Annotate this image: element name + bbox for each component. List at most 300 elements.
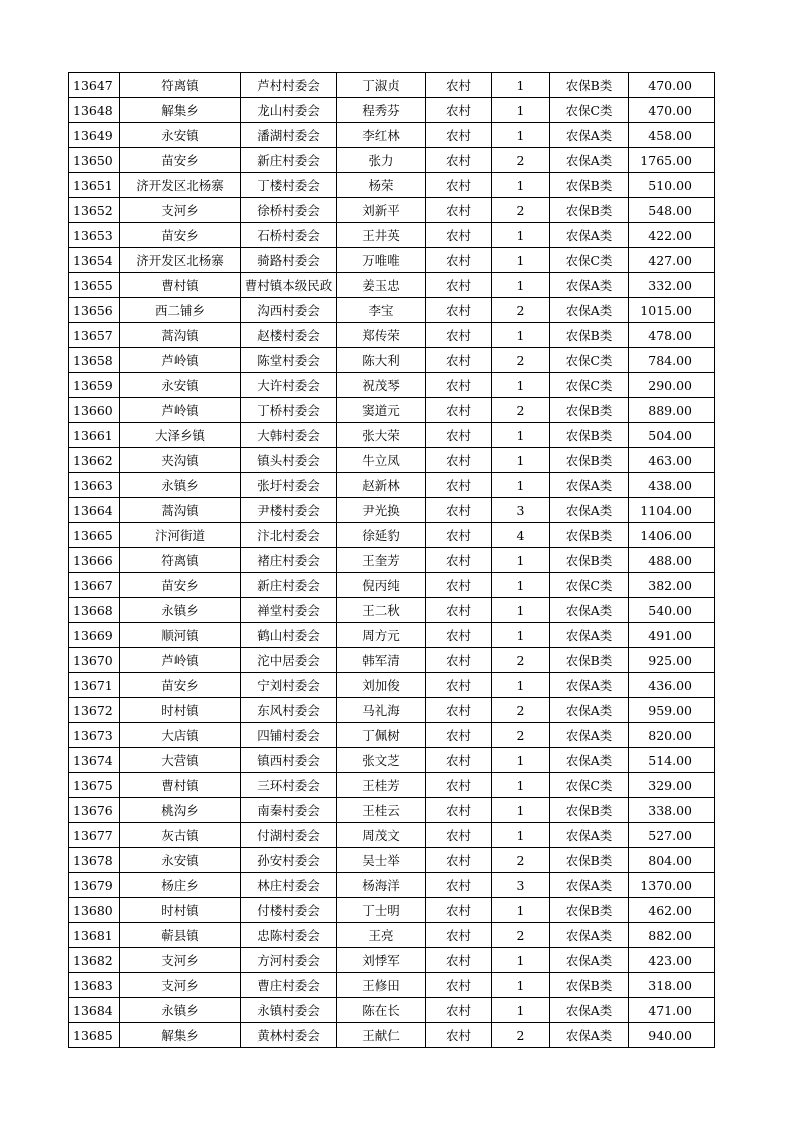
record-id-cell: 13652 xyxy=(69,198,120,223)
record-id-cell: 13651 xyxy=(69,173,120,198)
records-table-body xyxy=(69,73,715,1048)
record-id-cell: 13681 xyxy=(69,923,120,948)
town-cell: 解集乡 xyxy=(120,1023,241,1048)
household-count-cell: 1 xyxy=(492,573,550,598)
record-id-cell: 13673 xyxy=(69,723,120,748)
household-count-cell: 1 xyxy=(492,73,550,98)
village-committee-cell: 禅堂村委会 xyxy=(241,598,337,623)
amount-cell: 548.00 xyxy=(629,198,715,223)
amount-cell: 1406.00 xyxy=(629,523,715,548)
area-type-cell: 农村 xyxy=(426,748,492,773)
area-type-cell: 农村 xyxy=(426,323,492,348)
insurance-category-cell: 农保A类 xyxy=(550,948,629,973)
person-name-cell: 姜玉忠 xyxy=(337,273,426,298)
household-count-cell: 1 xyxy=(492,273,550,298)
town-cell: 大营镇 xyxy=(120,748,241,773)
town-cell: 永安镇 xyxy=(120,848,241,873)
amount-cell: 470.00 xyxy=(629,98,715,123)
area-type-cell: 农村 xyxy=(426,423,492,448)
household-count-cell: 2 xyxy=(492,348,550,373)
person-name-cell: 周方元 xyxy=(337,623,426,648)
household-count-cell: 3 xyxy=(492,873,550,898)
record-id-cell: 13657 xyxy=(69,323,120,348)
record-id-cell: 13663 xyxy=(69,473,120,498)
village-committee-cell: 徐桥村委会 xyxy=(241,198,337,223)
person-name-cell: 赵新林 xyxy=(337,473,426,498)
village-committee-cell: 新庄村委会 xyxy=(241,148,337,173)
record-id-cell: 13669 xyxy=(69,623,120,648)
person-name-cell: 牛立凤 xyxy=(337,448,426,473)
amount-cell: 804.00 xyxy=(629,848,715,873)
record-id-cell: 13650 xyxy=(69,148,120,173)
record-id-cell: 13647 xyxy=(69,73,120,98)
town-cell: 苗安乡 xyxy=(120,573,241,598)
table-row xyxy=(69,273,715,298)
person-name-cell: 刘新平 xyxy=(337,198,426,223)
town-cell: 顺河镇 xyxy=(120,623,241,648)
table-row xyxy=(69,423,715,448)
amount-cell: 820.00 xyxy=(629,723,715,748)
amount-cell: 510.00 xyxy=(629,173,715,198)
amount-cell: 290.00 xyxy=(629,373,715,398)
table-row xyxy=(69,773,715,798)
person-name-cell: 吴士举 xyxy=(337,848,426,873)
table-row xyxy=(69,848,715,873)
table-row xyxy=(69,398,715,423)
village-committee-cell: 南秦村委会 xyxy=(241,798,337,823)
record-id-cell: 13649 xyxy=(69,123,120,148)
village-committee-cell: 芦村村委会 xyxy=(241,73,337,98)
insurance-category-cell: 农保B类 xyxy=(550,398,629,423)
record-id-cell: 13658 xyxy=(69,348,120,373)
table-row xyxy=(69,348,715,373)
insurance-category-cell: 农保B类 xyxy=(550,423,629,448)
area-type-cell: 农村 xyxy=(426,398,492,423)
person-name-cell: 王井英 xyxy=(337,223,426,248)
person-name-cell: 张力 xyxy=(337,148,426,173)
insurance-category-cell: 农保A类 xyxy=(550,748,629,773)
household-count-cell: 2 xyxy=(492,1023,550,1048)
town-cell: 芦岭镇 xyxy=(120,348,241,373)
record-id-cell: 13677 xyxy=(69,823,120,848)
insurance-category-cell: 农保A类 xyxy=(550,123,629,148)
town-cell: 时村镇 xyxy=(120,698,241,723)
table-row xyxy=(69,923,715,948)
table-row xyxy=(69,473,715,498)
table-row xyxy=(69,73,715,98)
insurance-category-cell: 农保A类 xyxy=(550,273,629,298)
amount-cell: 338.00 xyxy=(629,798,715,823)
area-type-cell: 农村 xyxy=(426,98,492,123)
area-type-cell: 农村 xyxy=(426,448,492,473)
amount-cell: 488.00 xyxy=(629,548,715,573)
amount-cell: 438.00 xyxy=(629,473,715,498)
amount-cell: 889.00 xyxy=(629,398,715,423)
amount-cell: 318.00 xyxy=(629,973,715,998)
area-type-cell: 农村 xyxy=(426,548,492,573)
household-count-cell: 1 xyxy=(492,998,550,1023)
area-type-cell: 农村 xyxy=(426,273,492,298)
town-cell: 蕲县镇 xyxy=(120,923,241,948)
village-committee-cell: 龙山村委会 xyxy=(241,98,337,123)
area-type-cell: 农村 xyxy=(426,373,492,398)
area-type-cell: 农村 xyxy=(426,348,492,373)
area-type-cell: 农村 xyxy=(426,698,492,723)
table-row xyxy=(69,123,715,148)
table-row xyxy=(69,548,715,573)
household-count-cell: 1 xyxy=(492,548,550,573)
amount-cell: 527.00 xyxy=(629,823,715,848)
insurance-category-cell: 农保B类 xyxy=(550,523,629,548)
household-count-cell: 1 xyxy=(492,798,550,823)
household-count-cell: 1 xyxy=(492,748,550,773)
town-cell: 苗安乡 xyxy=(120,673,241,698)
amount-cell: 332.00 xyxy=(629,273,715,298)
town-cell: 支河乡 xyxy=(120,948,241,973)
person-name-cell: 王亮 xyxy=(337,923,426,948)
area-type-cell: 农村 xyxy=(426,773,492,798)
insurance-category-cell: 农保A类 xyxy=(550,723,629,748)
area-type-cell: 农村 xyxy=(426,623,492,648)
insurance-category-cell: 农保C类 xyxy=(550,248,629,273)
insurance-category-cell: 农保A类 xyxy=(550,873,629,898)
household-count-cell: 1 xyxy=(492,973,550,998)
table-row xyxy=(69,373,715,398)
table-row xyxy=(69,523,715,548)
person-name-cell: 韩军清 xyxy=(337,648,426,673)
household-count-cell: 1 xyxy=(492,598,550,623)
village-committee-cell: 三环村委会 xyxy=(241,773,337,798)
amount-cell: 329.00 xyxy=(629,773,715,798)
record-id-cell: 13648 xyxy=(69,98,120,123)
town-cell: 大店镇 xyxy=(120,723,241,748)
household-count-cell: 1 xyxy=(492,623,550,648)
insurance-category-cell: 农保A类 xyxy=(550,1023,629,1048)
record-id-cell: 13684 xyxy=(69,998,120,1023)
household-count-cell: 1 xyxy=(492,248,550,273)
village-committee-cell: 东风村委会 xyxy=(241,698,337,723)
record-id-cell: 13674 xyxy=(69,748,120,773)
area-type-cell: 农村 xyxy=(426,923,492,948)
village-committee-cell: 孙安村委会 xyxy=(241,848,337,873)
village-committee-cell: 镇西村委会 xyxy=(241,748,337,773)
insurance-category-cell: 农保B类 xyxy=(550,798,629,823)
area-type-cell: 农村 xyxy=(426,123,492,148)
table-row xyxy=(69,698,715,723)
area-type-cell: 农村 xyxy=(426,598,492,623)
household-count-cell: 2 xyxy=(492,848,550,873)
table-row xyxy=(69,248,715,273)
household-count-cell: 1 xyxy=(492,473,550,498)
insurance-category-cell: 农保A类 xyxy=(550,148,629,173)
record-id-cell: 13656 xyxy=(69,298,120,323)
person-name-cell: 王桂芳 xyxy=(337,773,426,798)
insurance-category-cell: 农保B类 xyxy=(550,973,629,998)
town-cell: 桃沟乡 xyxy=(120,798,241,823)
town-cell: 芦岭镇 xyxy=(120,648,241,673)
amount-cell: 491.00 xyxy=(629,623,715,648)
area-type-cell: 农村 xyxy=(426,173,492,198)
town-cell: 西二铺乡 xyxy=(120,298,241,323)
area-type-cell: 农村 xyxy=(426,673,492,698)
household-count-cell: 1 xyxy=(492,173,550,198)
village-committee-cell: 林庄村委会 xyxy=(241,873,337,898)
insurance-category-cell: 农保A类 xyxy=(550,473,629,498)
town-cell: 符离镇 xyxy=(120,548,241,573)
village-committee-cell: 曹庄村委会 xyxy=(241,973,337,998)
table-row xyxy=(69,823,715,848)
area-type-cell: 农村 xyxy=(426,723,492,748)
insurance-category-cell: 农保C类 xyxy=(550,348,629,373)
person-name-cell: 刘悸军 xyxy=(337,948,426,973)
village-committee-cell: 方河村委会 xyxy=(241,948,337,973)
table-row xyxy=(69,723,715,748)
household-count-cell: 1 xyxy=(492,123,550,148)
record-id-cell: 13685 xyxy=(69,1023,120,1048)
table-row xyxy=(69,1023,715,1048)
table-row xyxy=(69,898,715,923)
area-type-cell: 农村 xyxy=(426,948,492,973)
village-committee-cell: 丁桥村委会 xyxy=(241,398,337,423)
village-committee-cell: 曹村镇本级民政 xyxy=(241,273,337,298)
area-type-cell: 农村 xyxy=(426,198,492,223)
village-committee-cell: 沱中居委会 xyxy=(241,648,337,673)
household-count-cell: 1 xyxy=(492,673,550,698)
amount-cell: 471.00 xyxy=(629,998,715,1023)
table-row xyxy=(69,323,715,348)
table-row xyxy=(69,298,715,323)
town-cell: 支河乡 xyxy=(120,198,241,223)
village-committee-cell: 石桥村委会 xyxy=(241,223,337,248)
insurance-category-cell: 农保A类 xyxy=(550,673,629,698)
table-row xyxy=(69,948,715,973)
person-name-cell: 王桂云 xyxy=(337,798,426,823)
amount-cell: 784.00 xyxy=(629,348,715,373)
record-id-cell: 13667 xyxy=(69,573,120,598)
village-committee-cell: 宁刘村委会 xyxy=(241,673,337,698)
household-count-cell: 2 xyxy=(492,923,550,948)
person-name-cell: 郑传荣 xyxy=(337,323,426,348)
town-cell: 支河乡 xyxy=(120,973,241,998)
insurance-category-cell: 农保B类 xyxy=(550,898,629,923)
amount-cell: 940.00 xyxy=(629,1023,715,1048)
town-cell: 永镇乡 xyxy=(120,473,241,498)
insurance-category-cell: 农保B类 xyxy=(550,73,629,98)
insurance-category-cell: 农保B类 xyxy=(550,323,629,348)
person-name-cell: 程秀芬 xyxy=(337,98,426,123)
insurance-category-cell: 农保A类 xyxy=(550,823,629,848)
table-row xyxy=(69,98,715,123)
table-row xyxy=(69,498,715,523)
record-id-cell: 13665 xyxy=(69,523,120,548)
town-cell: 永安镇 xyxy=(120,373,241,398)
village-committee-cell: 付湖村委会 xyxy=(241,823,337,848)
household-count-cell: 2 xyxy=(492,198,550,223)
village-committee-cell: 忠陈村委会 xyxy=(241,923,337,948)
person-name-cell: 杨海洋 xyxy=(337,873,426,898)
record-id-cell: 13678 xyxy=(69,848,120,873)
amount-cell: 959.00 xyxy=(629,698,715,723)
record-id-cell: 13660 xyxy=(69,398,120,423)
town-cell: 汴河街道 xyxy=(120,523,241,548)
village-committee-cell: 付楼村委会 xyxy=(241,898,337,923)
amount-cell: 1104.00 xyxy=(629,498,715,523)
household-count-cell: 1 xyxy=(492,773,550,798)
town-cell: 时村镇 xyxy=(120,898,241,923)
record-id-cell: 13655 xyxy=(69,273,120,298)
person-name-cell: 杨荣 xyxy=(337,173,426,198)
person-name-cell: 窦道元 xyxy=(337,398,426,423)
household-count-cell: 2 xyxy=(492,148,550,173)
person-name-cell: 王二秋 xyxy=(337,598,426,623)
insurance-category-cell: 农保B类 xyxy=(550,198,629,223)
town-cell: 芦岭镇 xyxy=(120,398,241,423)
person-name-cell: 万唯唯 xyxy=(337,248,426,273)
record-id-cell: 13653 xyxy=(69,223,120,248)
table-row xyxy=(69,873,715,898)
area-type-cell: 农村 xyxy=(426,1023,492,1048)
town-cell: 济开发区北杨寨 xyxy=(120,248,241,273)
town-cell: 符离镇 xyxy=(120,73,241,98)
insurance-category-cell: 农保C类 xyxy=(550,98,629,123)
village-committee-cell: 张圩村委会 xyxy=(241,473,337,498)
area-type-cell: 农村 xyxy=(426,498,492,523)
person-name-cell: 王修田 xyxy=(337,973,426,998)
amount-cell: 427.00 xyxy=(629,248,715,273)
insurance-category-cell: 农保B类 xyxy=(550,448,629,473)
town-cell: 曹村镇 xyxy=(120,773,241,798)
insurance-category-cell: 农保A类 xyxy=(550,923,629,948)
village-committee-cell: 尹楼村委会 xyxy=(241,498,337,523)
village-committee-cell: 褚庄村委会 xyxy=(241,548,337,573)
insurance-category-cell: 农保A类 xyxy=(550,298,629,323)
insurance-category-cell: 农保B类 xyxy=(550,548,629,573)
household-count-cell: 2 xyxy=(492,698,550,723)
village-committee-cell: 大许村委会 xyxy=(241,373,337,398)
table-row xyxy=(69,998,715,1023)
record-id-cell: 13675 xyxy=(69,773,120,798)
area-type-cell: 农村 xyxy=(426,148,492,173)
area-type-cell: 农村 xyxy=(426,898,492,923)
amount-cell: 504.00 xyxy=(629,423,715,448)
village-committee-cell: 黄林村委会 xyxy=(241,1023,337,1048)
village-committee-cell: 陈堂村委会 xyxy=(241,348,337,373)
person-name-cell: 陈大利 xyxy=(337,348,426,373)
insurance-category-cell: 农保A类 xyxy=(550,598,629,623)
area-type-cell: 农村 xyxy=(426,648,492,673)
area-type-cell: 农村 xyxy=(426,73,492,98)
household-count-cell: 1 xyxy=(492,223,550,248)
area-type-cell: 农村 xyxy=(426,848,492,873)
insurance-category-cell: 农保A类 xyxy=(550,498,629,523)
person-name-cell: 王奎芳 xyxy=(337,548,426,573)
household-count-cell: 1 xyxy=(492,423,550,448)
person-name-cell: 张大荣 xyxy=(337,423,426,448)
area-type-cell: 农村 xyxy=(426,523,492,548)
table-row xyxy=(69,148,715,173)
person-name-cell: 丁淑贞 xyxy=(337,73,426,98)
amount-cell: 925.00 xyxy=(629,648,715,673)
record-id-cell: 13676 xyxy=(69,798,120,823)
amount-cell: 514.00 xyxy=(629,748,715,773)
household-count-cell: 1 xyxy=(492,823,550,848)
person-name-cell: 李宝 xyxy=(337,298,426,323)
person-name-cell: 刘加俊 xyxy=(337,673,426,698)
table-row xyxy=(69,748,715,773)
amount-cell: 540.00 xyxy=(629,598,715,623)
record-id-cell: 13680 xyxy=(69,898,120,923)
household-count-cell: 1 xyxy=(492,98,550,123)
town-cell: 济开发区北杨寨 xyxy=(120,173,241,198)
record-id-cell: 13659 xyxy=(69,373,120,398)
village-committee-cell: 新庄村委会 xyxy=(241,573,337,598)
household-count-cell: 4 xyxy=(492,523,550,548)
area-type-cell: 农村 xyxy=(426,998,492,1023)
person-name-cell: 丁佩树 xyxy=(337,723,426,748)
amount-cell: 462.00 xyxy=(629,898,715,923)
record-id-cell: 13654 xyxy=(69,248,120,273)
amount-cell: 1765.00 xyxy=(629,148,715,173)
town-cell: 永安镇 xyxy=(120,123,241,148)
area-type-cell: 农村 xyxy=(426,223,492,248)
village-committee-cell: 赵楼村委会 xyxy=(241,323,337,348)
record-id-cell: 13683 xyxy=(69,973,120,998)
area-type-cell: 农村 xyxy=(426,298,492,323)
amount-cell: 882.00 xyxy=(629,923,715,948)
record-id-cell: 13661 xyxy=(69,423,120,448)
area-type-cell: 农村 xyxy=(426,823,492,848)
area-type-cell: 农村 xyxy=(426,573,492,598)
amount-cell: 382.00 xyxy=(629,573,715,598)
town-cell: 夹沟镇 xyxy=(120,448,241,473)
record-id-cell: 13668 xyxy=(69,598,120,623)
person-name-cell: 李红林 xyxy=(337,123,426,148)
insurance-category-cell: 农保B类 xyxy=(550,848,629,873)
person-name-cell: 马礼海 xyxy=(337,698,426,723)
amount-cell: 478.00 xyxy=(629,323,715,348)
village-committee-cell: 骑路村委会 xyxy=(241,248,337,273)
town-cell: 苗安乡 xyxy=(120,223,241,248)
village-committee-cell: 丁楼村委会 xyxy=(241,173,337,198)
household-count-cell: 2 xyxy=(492,723,550,748)
town-cell: 蒿沟镇 xyxy=(120,498,241,523)
household-count-cell: 1 xyxy=(492,448,550,473)
record-id-cell: 13662 xyxy=(69,448,120,473)
village-committee-cell: 镇头村委会 xyxy=(241,448,337,473)
household-count-cell: 1 xyxy=(492,323,550,348)
area-type-cell: 农村 xyxy=(426,873,492,898)
town-cell: 解集乡 xyxy=(120,98,241,123)
table-row xyxy=(69,973,715,998)
person-name-cell: 祝茂琴 xyxy=(337,373,426,398)
town-cell: 杨庄乡 xyxy=(120,873,241,898)
town-cell: 曹村镇 xyxy=(120,273,241,298)
village-committee-cell: 沟西村委会 xyxy=(241,298,337,323)
person-name-cell: 徐延豹 xyxy=(337,523,426,548)
insurance-category-cell: 农保B类 xyxy=(550,173,629,198)
insurance-category-cell: 农保A类 xyxy=(550,698,629,723)
record-id-cell: 13664 xyxy=(69,498,120,523)
village-committee-cell: 汴北村委会 xyxy=(241,523,337,548)
area-type-cell: 农村 xyxy=(426,798,492,823)
person-name-cell: 张文芝 xyxy=(337,748,426,773)
amount-cell: 1370.00 xyxy=(629,873,715,898)
town-cell: 永镇乡 xyxy=(120,598,241,623)
amount-cell: 463.00 xyxy=(629,448,715,473)
village-committee-cell: 潘湖村委会 xyxy=(241,123,337,148)
household-count-cell: 1 xyxy=(492,373,550,398)
amount-cell: 1015.00 xyxy=(629,298,715,323)
